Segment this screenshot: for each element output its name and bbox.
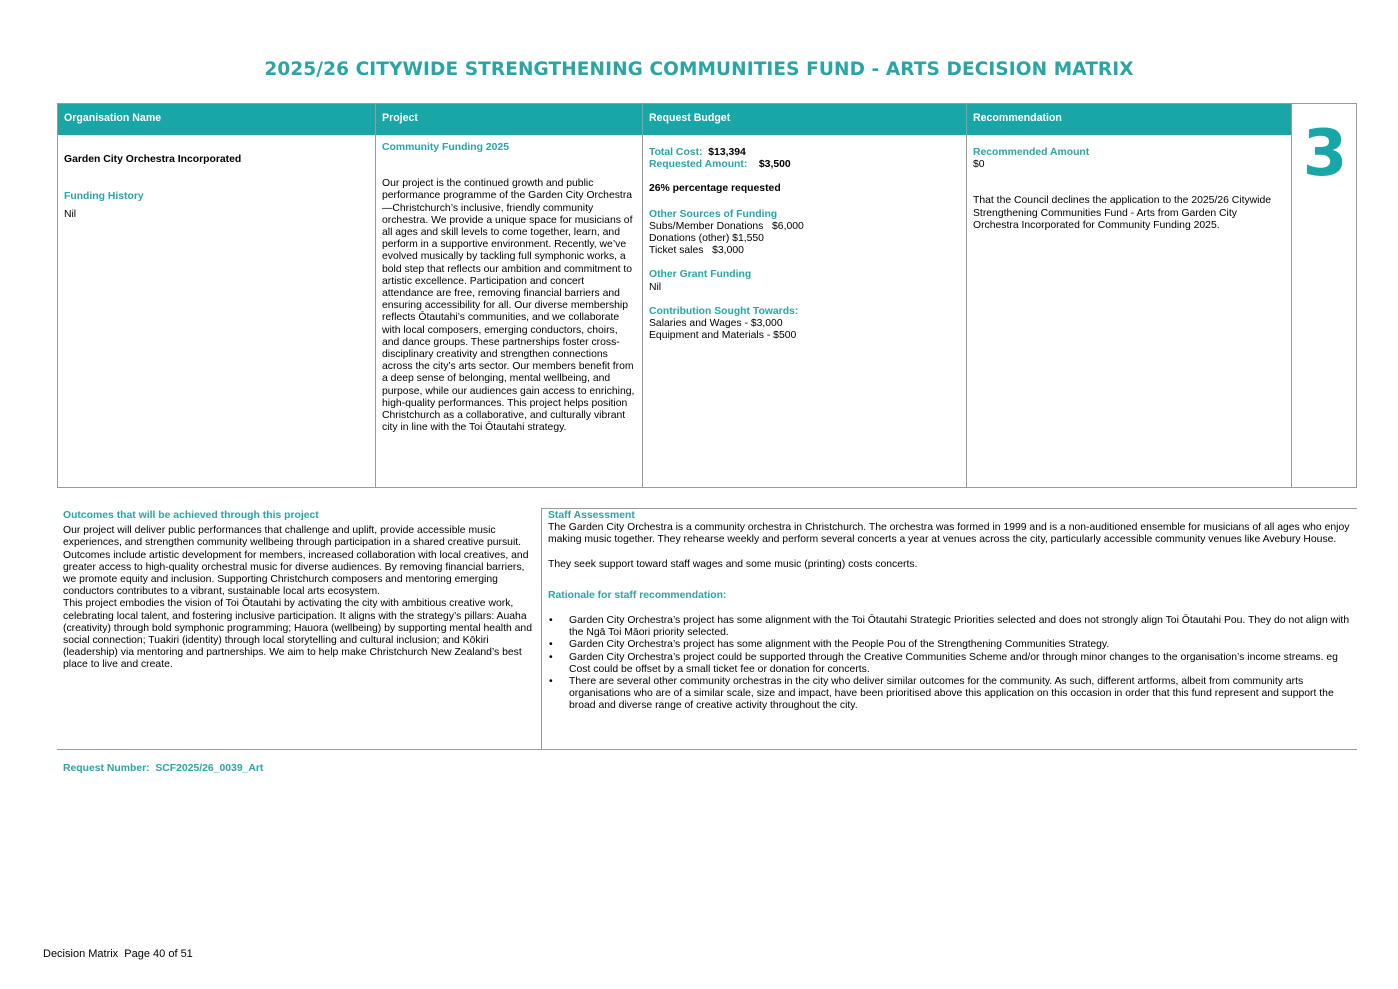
assessment-section — [57, 508, 1357, 750]
total-cost-value: $13,394 — [708, 147, 746, 158]
rationale-item: • There are several other community orchestras in the city who deliver similar outcomes for the community. As such, different artforms, albeit from community arts organisations who are of a similar scale, size and impact, have been prioritised above this application on this occasion in order that this fund represent and support the broad and diverse range of creative activity throughout the city. — [569, 676, 1353, 713]
project-header: Project — [376, 104, 642, 135]
divider — [541, 508, 1357, 509]
organisation-header: Organisation Name — [58, 104, 375, 135]
outcomes-paragraph: This project embodies the vision of Toi Ōtautahi by activating the city with ambitious creative work, celebrating local talent, and fostering inclusive participation. It aligns with the strategy’s pillars: Auaha (creativity) through bold symphonic programming; Hauora (wellbeing) by supporting mental health and social connection; Tuakiri (identity) through local storytelling and cultural inclusion; and Kōkiri (leadership) via mentoring and partnerships. We aim to help make Christchurch New Zealand’s best place to live and create. — [63, 598, 532, 671]
organisation-name: Garden City Orchestra Incorporated — [64, 154, 242, 165]
contribution-item: Equipment and Materials - $500 — [649, 330, 797, 342]
project-column — [376, 104, 643, 487]
page-title: 2025/26 CITYWIDE STRENGTHENING COMMUNITIES FUND - ARTS DECISION MATRIX — [264, 59, 1134, 80]
contribution-label: Contribution Sought Towards: — [649, 305, 799, 317]
other-sources-label: Other Sources of Funding — [649, 208, 778, 220]
budget-column — [643, 104, 967, 487]
requested-amount-value: $3,500 — [758, 159, 791, 171]
rationale-item: • Garden City Orchestra’s project has some alignment with the People Pou of the Strengthening Communities Strategy. — [569, 639, 1353, 651]
rationale-heading: Rationale for staff recommendation: — [548, 589, 727, 601]
project-name: Community Funding 2025 — [382, 142, 510, 153]
staff-assessment-block — [548, 510, 1353, 713]
recommended-amount-value: $0 — [973, 159, 985, 171]
outcomes-paragraph: Our project will deliver public performances that challenge and uplift, provide accessible music experiences, and strengthen community wellbeing through participation in a shared creative pursuit. Outcomes include artistic development for members, increased collaboration with local creatives, and greater access to high-quality orchestral music for diverse audiences. By removing financial barriers, we promote equity and inclusion. Supporting Christchurch composers and mentoring emerging conductors contributes to a vibrant, sustainable local arts ecosystem. — [63, 525, 529, 598]
item-number-column — [1292, 104, 1356, 487]
total-cost-label: Total Cost: — [649, 147, 703, 158]
recommended-amount-label: Recommended Amount — [973, 147, 1090, 158]
item-number: 3 — [1302, 117, 1348, 191]
rationale-list — [548, 615, 1353, 713]
rationale-item: • Garden City Orchestra’s project has some alignment with the Toi Ōtautahi Strategic Priorities selected and does not strongly align Toi Ōtautahi Pou. They do not align with the Ngā Toi Māori priority selected. — [569, 615, 1353, 639]
request-number: Request Number: SCF2025/26_0039_Art — [63, 763, 264, 774]
staff-assessment-heading: Staff Assessment — [548, 510, 635, 521]
percentage-requested: 26% percentage requested — [649, 183, 781, 195]
recommendation-column — [967, 104, 1292, 487]
contribution-item: Salaries and Wages - $3,000 — [649, 318, 783, 330]
recommendation-text: That the Council declines the application to the 2025/26 Citywide Strengthening Communities Fund - Arts from Garden City Orchestra Incorporated for Community Funding 2025. — [973, 195, 1272, 231]
outcomes-heading: Outcomes that will be achieved through this project — [63, 510, 319, 521]
funding-history-label: Funding History — [64, 191, 144, 203]
rationale-item: • Garden City Orchestra’s project could be supported through the Creative Communities Scheme and/or through minor changes to the organisation’s income streams. eg Cost could be offset by a small ticket fee or donation for concerts. — [569, 652, 1353, 676]
page-footer: Decision Matrix Page 40 of 51 — [43, 948, 193, 960]
organisation-column — [58, 104, 376, 487]
staff-assessment-paragraph: The Garden City Orchestra is a community orchestra in Christchurch. The orchestra was formed in 1999 and is a non-auditioned ensemble for musicians of all ages who enjoy making music together. They rehearse weekly and perform several concerts a year at venues across the city, particularly accessible community venues like Avebury House. — [548, 522, 1350, 546]
funding-history-value: Nil — [64, 209, 77, 221]
other-grant-label: Other Grant Funding — [649, 269, 752, 281]
decision-matrix-table — [57, 103, 1357, 488]
project-description: Our project is the continued growth and public performance programme of the Garden City Orchestra—Christchurch’s inclusive, friendly community orchestra. We provide a unique space for musicians of all ages and skill levels to come together, learn, and perform in a supportive environment. Recently, we’ve evolved musically by tackling full symphonic works, a bold step that reflects our ambition and commitment to artistic excellence. Participation and concert attendance are free, removing financial barriers and ensuring accessibility for all. Our diverse membership reflects Ōtautahi’s communities, and we collaborate with local composers, emerging conductors, choirs, and dance groups. These partnerships foster cross-disciplinary creativity and strengthen connections across the city’s arts sector. Our members benefit from a deep sense of belonging, mental wellbeing, and purpose, while our audiences gain access to enriching, high-quality performances. This project helps position Christchurch as a collaborative, and culturally vibrant city in line with the Toi Ōtautahi strategy. — [382, 178, 635, 434]
other-source-item: Subs/Member Donations $6,000 — [649, 220, 804, 232]
divider — [541, 508, 542, 749]
staff-assessment-paragraph: They seek support toward staff wages and some music (printing) costs concerts. — [548, 558, 918, 570]
recommendation-header: Recommendation — [967, 104, 1291, 135]
budget-header: Request Budget — [643, 104, 966, 135]
requested-amount-label: Requested Amount: — [649, 159, 748, 171]
other-source-item: Donations (other) $1,550 — [649, 233, 764, 245]
divider — [57, 749, 1357, 750]
other-grant-value: Nil — [649, 281, 662, 293]
other-source-item: Ticket sales $3,000 — [649, 245, 744, 257]
outcomes-block — [63, 510, 533, 672]
